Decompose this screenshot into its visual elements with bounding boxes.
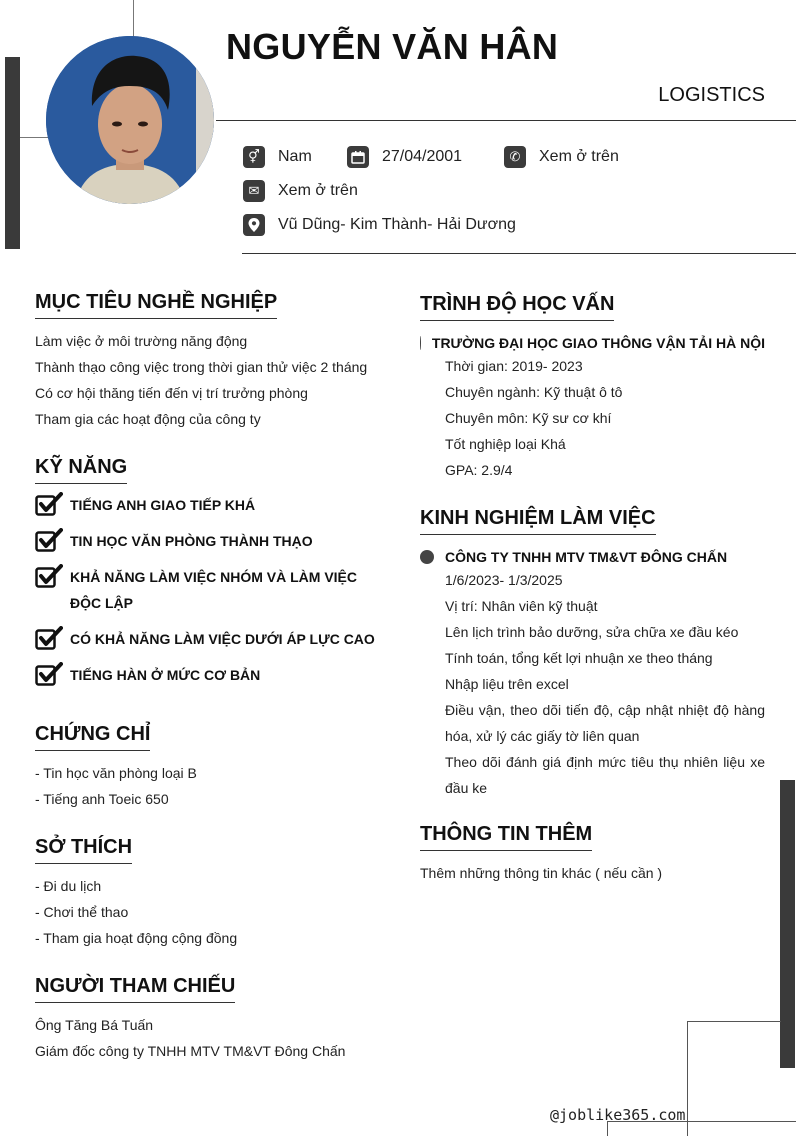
education-line: Chuyên ngành: Kỹ thuật ô tô [445, 384, 623, 400]
gender-icon: ⚥ [243, 146, 265, 168]
header-divider [216, 120, 796, 121]
candidate-name: NGUYỄN VĂN HÂN [226, 26, 559, 67]
objective-section [35, 291, 385, 432]
experience-line: Nhập liệu trên excel [445, 676, 569, 692]
objective-line: Có cơ hội thăng tiến đến vị trí trưởng phòng [35, 385, 308, 401]
hobbies-section [35, 836, 385, 951]
experience-section [420, 507, 765, 801]
phone-icon: ✆ [504, 146, 526, 168]
experience-line: Lên lịch trình bảo dưỡng, sửa chữa xe đầu kéo [445, 624, 739, 640]
section-title: KỸ NĂNG [35, 456, 127, 484]
calendar-icon [347, 146, 369, 168]
school-name: TRƯỜNG ĐẠI HỌC GIAO THÔNG VẬN TẢI HÀ NỘI [431, 335, 765, 351]
skill-label: KHẢ NĂNG LÀM VIỆC NHÓM VÀ LÀM VIỆC ĐỘC LẬP [70, 569, 357, 611]
photo-connector-line [20, 137, 50, 138]
phone-value: Xem ở trên [539, 148, 619, 165]
experience-entry [420, 549, 765, 565]
top-connector-line [133, 0, 134, 38]
info-gender [243, 146, 312, 168]
section-title: THÔNG TIN THÊM [420, 823, 592, 851]
checkbox-checked-icon [35, 626, 63, 650]
info-divider [242, 253, 796, 254]
info-phone [504, 146, 619, 168]
education-line: Tốt nghiệp loại Khá [445, 436, 566, 452]
section-title: NGƯỜI THAM CHIẾU [35, 975, 235, 1003]
skill-item [35, 564, 385, 616]
skill-item [35, 528, 385, 554]
education-line: Chuyên môn: Kỹ sư cơ khí [445, 410, 612, 426]
corner-frame [687, 1021, 781, 1136]
bullet-icon [420, 336, 421, 350]
skill-item [35, 492, 385, 518]
gender-value: Nam [278, 148, 312, 165]
checkbox-checked-icon [35, 492, 63, 516]
site-watermark: @joblike365.com [550, 1106, 686, 1124]
checkbox-checked-icon [35, 564, 63, 588]
education-line: Thời gian: 2019- 2023 [445, 358, 583, 374]
section-title: MỤC TIÊU NGHỀ NGHIỆP [35, 291, 277, 319]
bullet-icon [420, 550, 434, 564]
address-value: Vũ Dũng- Kim Thành- Hải Dương [278, 216, 516, 233]
education-entry [420, 335, 765, 351]
objective-line: Thành thạo công việc trong thời gian thử việc 2 tháng [35, 359, 368, 375]
reference-line: Giám đốc công ty TNHH MTV TM&VT Đông Chấn [35, 1043, 346, 1059]
skill-label: TIẾNG ANH GIAO TIẾP KHÁ [70, 497, 256, 513]
info-birthday [347, 146, 462, 168]
experience-line: Điều vận, theo dõi tiến độ, cập nhật nhiệt độ hàng hóa, xử lý các giấy tờ liên quan [445, 702, 765, 744]
experience-line: Theo dõi đánh giá định mức tiêu thụ nhiên liệu xe đầu ke [445, 754, 765, 796]
position-title: LOGISTICS [658, 84, 765, 106]
profile-photo [46, 36, 214, 204]
company-name: CÔNG TY TNHH MTV TM&VT ĐÔNG CHẤN [445, 549, 728, 565]
experience-line: Vị trí: Nhân viên kỹ thuật [445, 598, 598, 614]
objective-line: Làm việc ở môi trường năng động [35, 333, 248, 349]
extra-info-text: Thêm những thông tin khác ( nếu cần ) [420, 865, 663, 881]
left-decor-bar [5, 57, 20, 249]
envelope-icon: ✉ [243, 180, 265, 202]
section-title: SỞ THÍCH [35, 836, 132, 864]
info-address [243, 214, 516, 236]
section-title: TRÌNH ĐỘ HỌC VẤN [420, 293, 614, 321]
skill-label: TIẾNG HÀN Ở MỨC CƠ BẢN [70, 667, 261, 683]
references-section [35, 975, 385, 1064]
hobby-line: - Tham gia hoạt động cộng đồng [35, 930, 238, 946]
certificates-section [35, 723, 385, 812]
checkbox-checked-icon [35, 662, 63, 686]
birthday-value: 27/04/2001 [382, 148, 463, 165]
extra-info-section [420, 823, 765, 886]
location-pin-icon [243, 214, 265, 236]
hobby-line: - Đi du lịch [35, 878, 102, 894]
certificate-line: - Tiếng anh Toeic 650 [35, 791, 169, 807]
email-value: Xem ở trên [278, 182, 358, 199]
experience-period: 1/6/2023- 1/3/2025 [445, 572, 563, 588]
checkbox-checked-icon [35, 528, 63, 552]
certificate-line: - Tin học văn phòng loại B [35, 765, 197, 781]
hobby-line: - Chơi thể thao [35, 904, 129, 920]
reference-line: Ông Tăng Bá Tuấn [35, 1017, 154, 1033]
education-section [420, 293, 765, 483]
skill-item [35, 662, 385, 688]
education-line: GPA: 2.9/4 [445, 462, 513, 478]
skill-item [35, 626, 385, 652]
section-title: CHỨNG CHỈ [35, 723, 150, 751]
skill-label: CÓ KHẢ NĂNG LÀM VIỆC DƯỚI ÁP LỰC CAO [70, 631, 375, 647]
objective-line: Tham gia các hoạt động của công ty [35, 411, 261, 427]
skill-label: TIN HỌC VĂN PHÒNG THÀNH THẠO [70, 533, 313, 549]
info-email [243, 180, 358, 202]
experience-line: Tính toán, tổng kết lợi nhuận xe theo tháng [445, 650, 713, 666]
skills-section [35, 456, 385, 688]
section-title: KINH NGHIỆM LÀM VIỆC [420, 507, 656, 535]
right-decor-bar [780, 780, 795, 1068]
